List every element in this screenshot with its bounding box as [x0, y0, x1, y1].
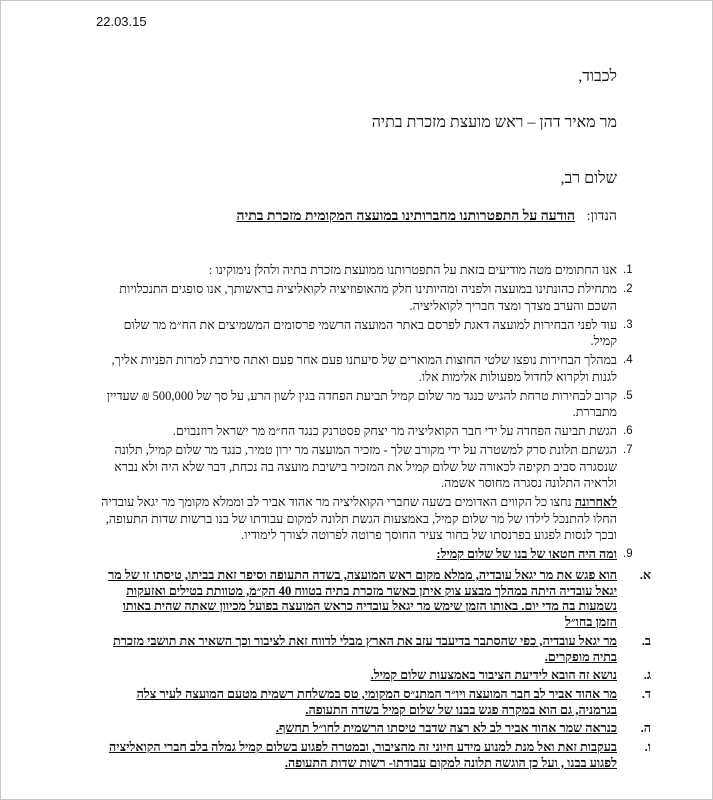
list-item: [97, 317, 633, 350]
list-item: [97, 281, 633, 314]
item-letter: ג.: [643, 668, 651, 683]
item-letter: א.: [639, 568, 651, 582]
subitem-text: נושא זה הובא לידיעת הציבור באמצעות שלום קמיל.: [370, 668, 617, 683]
list-item: [97, 262, 633, 279]
item-text: מתחילת כהונתינו במועצה ולפניה ומהיותינו חלק מהאופוזיציה לקואליציה בראשותך, אנו סופגים התנכלויות השכם והערב מצדך ומצד חבריך לקואליציה.: [119, 282, 617, 313]
subitem-text: בעקבות זאת ואל מנת למנוע מידע חיוני זה מהציבור, ובמטרה לפגוע בשלום קמיל גמלה בלב חברי הקואליציה לפגוע בבנו , ועל כן הוגשה תלונה למקום עבודתו- רשות שדות התעופה.: [109, 740, 617, 770]
sublist-item: [107, 721, 651, 737]
subject-label: הנדון:: [586, 209, 617, 224]
item-number: 2.: [623, 283, 633, 295]
sublist-item: [107, 686, 651, 718]
item-letter: ב.: [641, 633, 651, 648]
list-item: [97, 388, 633, 421]
item-number: 7.: [623, 444, 633, 456]
item-text: הגשתם תלונת סרק למשטרה על ידי מקורב שלך - מזכיר המועצה מר ירון טמיר, כנגד מר שלום קמיל, תלונה שנסגרה סביב תקיפה לכאורה של שלום קמיל את המזכיר בישיבת מועצה בה נכחת, דבר שלא היה ולא נברא ולראיה התלונה נסגרה מחוסר אשמה.: [114, 443, 617, 490]
item-lead: ומה היה חטאו של בנו של שלום קמיל:: [436, 547, 617, 561]
letter-date: 22.03.15: [96, 14, 147, 29]
sublist-item: [107, 568, 651, 631]
item-text: אנו החתומים מטה מודיעים בזאת על התפטרותנו ממועצת מזכרת בתיה ולהלן נימוקינו :: [208, 263, 617, 277]
list-item: [97, 546, 633, 563]
list-item: [97, 442, 633, 492]
item-number: 4.: [623, 354, 633, 366]
salutation: שלום רב,: [560, 170, 617, 187]
list-item: [97, 352, 633, 385]
item-number: 3.: [623, 318, 633, 331]
item-number: 5.: [623, 389, 633, 402]
numbered-list: [97, 262, 633, 565]
item-text: הגשת תביעה הפחדה על ידי חבר הקואליציה מר יצחק פסטרנק כנגד הח״מ מר ישראל רוזנבוים.: [172, 424, 617, 438]
lettered-sublist: [107, 568, 651, 774]
subitem-text: הוא פגש את מר יגאל עובדיה, ממלא מקום ראש המועצה, בשדה התעופה וסיפר זאת בביתו, טיסתו זו של מר יגאל עובדיה היתה במהלך מבצע צוק איתן כאשר מזכרת בתיה בטווח 40 הק״מ, מטוותת בטילים ואזעקות נשמעות בה מדי יום. באותו הזמן שימש מר יגאל עובדיה כראש המועצה בפועל מכיוון שאתה שהית באותו הזמן בחו״ל: [108, 568, 617, 630]
item-text: נחצו כל הקווים האדומים בשעה שחברי הקואליציה מר אהוד אביר לב וממלא מקומך מר יגאל עובדיה החלו להתנכל לילדו של מר שלום קמיל, באמצעות הגשת תלונה למקום עבודתו של בנו ברשות שדות התעופה, ובכך לנסות לפגוע בפרנסתו של בחור צעיר החוסך פרוטה לפרוטה לצורך לימודיו.: [101, 495, 617, 542]
sublist-item: [107, 740, 651, 771]
item-number: 6.: [623, 425, 633, 437]
item-text: קרוב לבחירות טרחת להגיש כנגד מר שלום קמיל תביעת הפחדה בגין לשון הרע, על סך של 500,000 ₪ שעדיין מתבררת.: [106, 388, 617, 419]
item-letter: ה.: [640, 721, 651, 736]
subject-line: [97, 209, 617, 225]
item-lead: לאחרונה: [574, 495, 617, 509]
item-number: 9.: [623, 548, 633, 560]
item-number: 1.: [623, 264, 633, 276]
item-letter: ד.: [641, 686, 651, 701]
item-text: במהלך הבחירות נופצו שלטי החוצות המוארים של סיעתנו פעם אחר פעם ואתה סירבת למרות הפניות אליך, לגנות ולקרוא לחדול מפעולות אלימות אלו.: [111, 353, 617, 384]
list-item: [97, 423, 633, 440]
subitem-text: כנראה שמר אהוד אביר לב לא רצה שדבר טיסתו הרשמית לחו״ל תחשף.: [275, 721, 617, 736]
sublist-item: [107, 633, 651, 665]
item-text: עוד לפני הבחירות למועצה דאגת לפרסם באתר המועצה הרשמי פרסומים המשמיצים את הח״מ מר שלום קמיל.: [123, 317, 617, 348]
greeting: לכבוד,: [578, 68, 617, 85]
subitem-text: מר אהוד אביר לב חבר המועצה ויו״ר המתנ״ס המקומי, טס במשלחת רשמית מטעם המועצה לעיר צלה בגרמניה, גם הוא במקרה פגש בבנו של שלום קמיל בשדה התעופה.: [136, 686, 617, 717]
recipient-line: מר מאיר דהן – ראש מועצת מזכרת בתיה: [371, 114, 617, 131]
sublist-item: [107, 668, 651, 684]
subject-text: הודעה על התפטרותנו מחברותינו במועצה המקומית מזכרת בתיה: [236, 209, 576, 224]
list-item: [97, 494, 617, 544]
item-letter: ו.: [644, 740, 651, 755]
subitem-text: מר יגאל עובדיה, כפי שהסתבר בדיעבד עזב את הארץ מבלי לדווח זאת לציבור וכך השאיר את תושבי מזכרת בתיה מופקרים.: [113, 633, 617, 664]
